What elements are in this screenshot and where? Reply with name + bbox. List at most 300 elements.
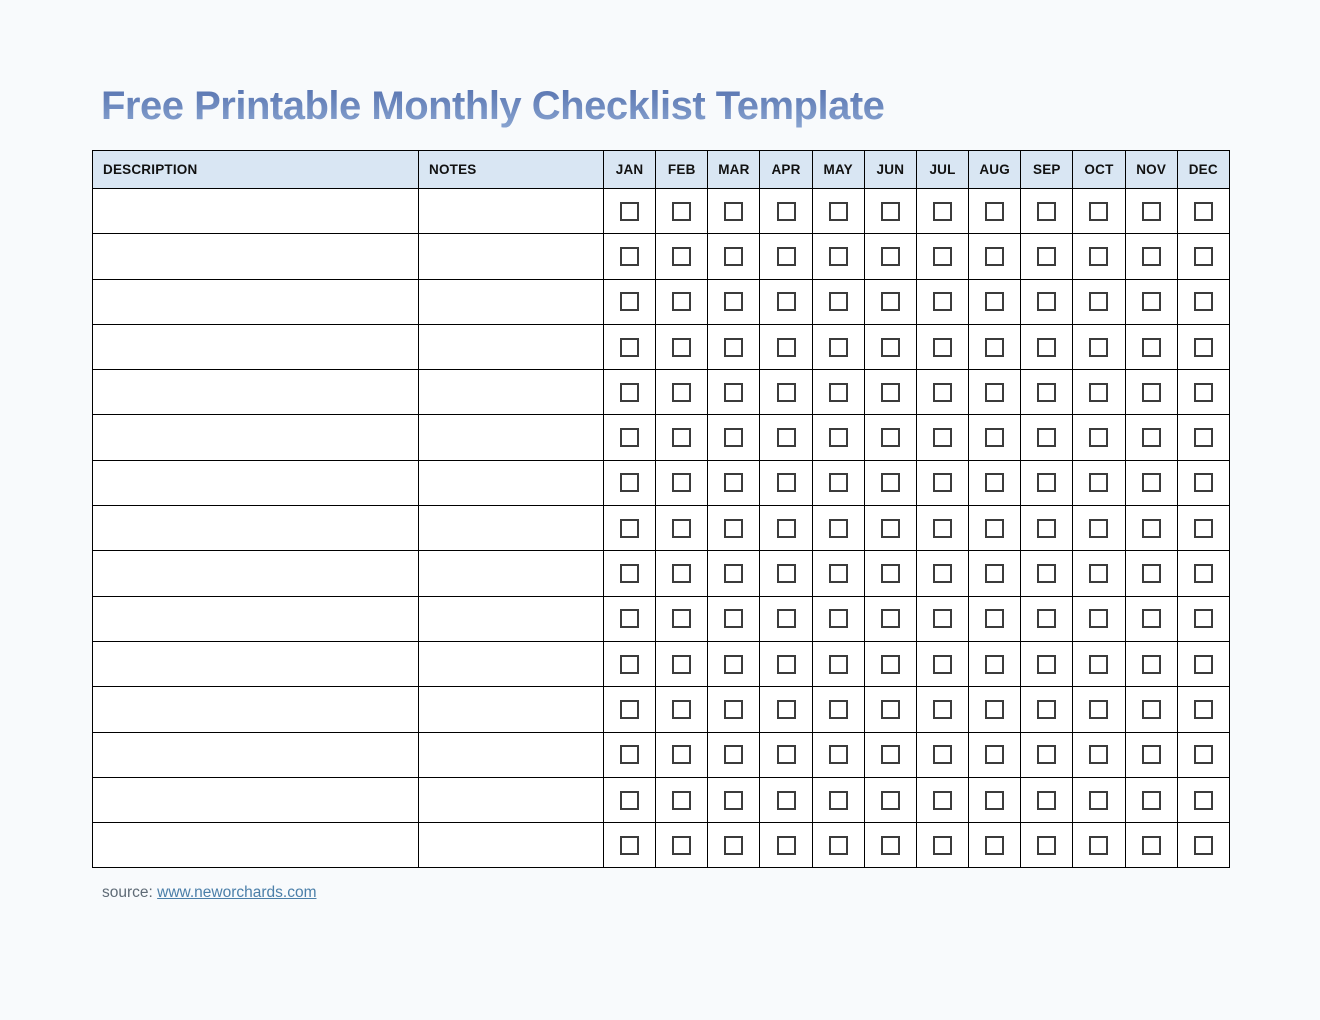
checkbox-jan[interactable] [620,564,639,583]
month-cell [656,370,708,415]
checkbox-aug[interactable] [985,383,1004,402]
notes-cell[interactable] [419,732,604,777]
month-cell [916,234,968,279]
checkbox-aug[interactable] [985,428,1004,447]
checkbox-nov[interactable] [1142,564,1161,583]
checkbox-nov[interactable] [1142,836,1161,855]
checkbox-nov[interactable] [1142,247,1161,266]
checkbox-apr[interactable] [777,428,796,447]
checkbox-jul[interactable] [933,473,952,492]
month-cell [656,596,708,641]
checkbox-jul[interactable] [933,564,952,583]
month-cell [708,279,760,324]
month-cell [1177,234,1229,279]
checkbox-mar[interactable] [724,292,743,311]
notes-cell[interactable] [419,279,604,324]
checkbox-aug[interactable] [985,202,1004,221]
month-cell [969,551,1021,596]
notes-cell[interactable] [419,551,604,596]
checkbox-jul[interactable] [933,791,952,810]
checkbox-nov[interactable] [1142,428,1161,447]
checkbox-jan[interactable] [620,383,639,402]
checkbox-dec[interactable] [1194,247,1213,266]
month-cell [604,687,656,732]
checkbox-dec[interactable] [1194,836,1213,855]
checkbox-jun[interactable] [881,202,900,221]
checkbox-jul[interactable] [933,836,952,855]
checkbox-mar[interactable] [724,609,743,628]
checkbox-jan[interactable] [620,700,639,719]
checkbox-apr[interactable] [777,609,796,628]
checkbox-jan[interactable] [620,202,639,221]
checkbox-jan[interactable] [620,655,639,674]
month-cell [1125,234,1177,279]
checkbox-feb[interactable] [672,383,691,402]
checklist-body [93,189,1230,868]
checkbox-mar[interactable] [724,700,743,719]
checkbox-mar[interactable] [724,247,743,266]
month-cell [1021,189,1073,234]
month-cell [864,234,916,279]
checkbox-may[interactable] [829,338,848,357]
month-cell [656,777,708,822]
page-title: Free Printable Monthly Checklist Template [101,84,885,128]
checkbox-jun[interactable] [881,519,900,538]
month-cell [1073,732,1125,777]
checkbox-sep[interactable] [1037,836,1056,855]
checkbox-may[interactable] [829,745,848,764]
month-cell [708,370,760,415]
checkbox-may[interactable] [829,383,848,402]
checkbox-jul[interactable] [933,247,952,266]
checkbox-apr[interactable] [777,247,796,266]
column-header-mar: MAR [708,151,760,189]
checkbox-sep[interactable] [1037,745,1056,764]
checkbox-may[interactable] [829,247,848,266]
checkbox-feb[interactable] [672,473,691,492]
checkbox-sep[interactable] [1037,383,1056,402]
checkbox-aug[interactable] [985,564,1004,583]
checkbox-jul[interactable] [933,745,952,764]
checkbox-jan[interactable] [620,338,639,357]
checkbox-sep[interactable] [1037,247,1056,266]
checkbox-oct[interactable] [1089,609,1108,628]
checkbox-feb[interactable] [672,836,691,855]
checkbox-feb[interactable] [672,519,691,538]
checkbox-sep[interactable] [1037,519,1056,538]
monthly-checklist-table [92,150,1230,868]
checkbox-apr[interactable] [777,383,796,402]
description-cell[interactable] [93,234,419,279]
month-cell [916,324,968,369]
checkbox-oct[interactable] [1089,745,1108,764]
column-header-jun: JUN [864,151,916,189]
month-cell [812,506,864,551]
checkbox-feb[interactable] [672,338,691,357]
checkbox-jan[interactable] [620,247,639,266]
checkbox-jun[interactable] [881,473,900,492]
checkbox-dec[interactable] [1194,519,1213,538]
checkbox-jun[interactable] [881,745,900,764]
checkbox-nov[interactable] [1142,383,1161,402]
checkbox-feb[interactable] [672,202,691,221]
checkbox-may[interactable] [829,836,848,855]
checkbox-jan[interactable] [620,473,639,492]
checkbox-dec[interactable] [1194,745,1213,764]
month-cell [864,189,916,234]
checkbox-dec[interactable] [1194,292,1213,311]
checkbox-sep[interactable] [1037,700,1056,719]
checkbox-aug[interactable] [985,791,1004,810]
description-cell[interactable] [93,641,419,686]
checkbox-mar[interactable] [724,202,743,221]
checkbox-mar[interactable] [724,564,743,583]
checkbox-jun[interactable] [881,609,900,628]
checkbox-jun[interactable] [881,836,900,855]
checkbox-jun[interactable] [881,791,900,810]
checkbox-jul[interactable] [933,428,952,447]
checkbox-jun[interactable] [881,247,900,266]
checkbox-jul[interactable] [933,338,952,357]
checkbox-nov[interactable] [1142,473,1161,492]
column-header-description: DESCRIPTION [93,151,419,189]
checkbox-feb[interactable] [672,428,691,447]
notes-cell[interactable] [419,506,604,551]
checkbox-dec[interactable] [1194,428,1213,447]
month-cell [1125,370,1177,415]
checkbox-may[interactable] [829,519,848,538]
checkbox-may[interactable] [829,292,848,311]
checkbox-jun[interactable] [881,564,900,583]
checkbox-jan[interactable] [620,292,639,311]
checkbox-sep[interactable] [1037,791,1056,810]
checkbox-oct[interactable] [1089,473,1108,492]
checkbox-sep[interactable] [1037,428,1056,447]
checkbox-aug[interactable] [985,519,1004,538]
month-cell [1125,506,1177,551]
checkbox-nov[interactable] [1142,519,1161,538]
month-cell [864,279,916,324]
month-cell [1125,777,1177,822]
checkbox-mar[interactable] [724,428,743,447]
checkbox-feb[interactable] [672,745,691,764]
checkbox-nov[interactable] [1142,292,1161,311]
checkbox-feb[interactable] [672,564,691,583]
checkbox-apr[interactable] [777,836,796,855]
checkbox-apr[interactable] [777,745,796,764]
notes-cell[interactable] [419,324,604,369]
month-cell [1177,506,1229,551]
month-cell [656,641,708,686]
month-cell [1125,596,1177,641]
checkbox-may[interactable] [829,202,848,221]
month-cell [1177,596,1229,641]
checkbox-jan[interactable] [620,428,639,447]
month-cell [1073,324,1125,369]
checkbox-sep[interactable] [1037,564,1056,583]
checkbox-feb[interactable] [672,609,691,628]
checkbox-jun[interactable] [881,338,900,357]
checkbox-dec[interactable] [1194,338,1213,357]
month-cell [1177,551,1229,596]
month-cell [1073,189,1125,234]
month-cell [760,234,812,279]
month-cell [708,189,760,234]
checkbox-dec[interactable] [1194,700,1213,719]
checkbox-dec[interactable] [1194,791,1213,810]
month-cell [916,370,968,415]
checkbox-jun[interactable] [881,700,900,719]
month-cell [916,687,968,732]
checkbox-nov[interactable] [1142,202,1161,221]
month-cell [1073,506,1125,551]
checkbox-oct[interactable] [1089,700,1108,719]
checkbox-apr[interactable] [777,700,796,719]
checkbox-may[interactable] [829,700,848,719]
month-cell [1125,460,1177,505]
month-cell [708,687,760,732]
checkbox-jan[interactable] [620,519,639,538]
month-cell [864,324,916,369]
notes-cell[interactable] [419,823,604,868]
checkbox-jan[interactable] [620,609,639,628]
month-cell [708,324,760,369]
checkbox-oct[interactable] [1089,564,1108,583]
month-cell [1021,460,1073,505]
month-cell [1177,641,1229,686]
month-cell [969,460,1021,505]
month-cell [1177,823,1229,868]
month-cell [969,823,1021,868]
month-cell [604,596,656,641]
month-cell [864,732,916,777]
checkbox-may[interactable] [829,655,848,674]
checkbox-oct[interactable] [1089,292,1108,311]
checkbox-aug[interactable] [985,745,1004,764]
checkbox-jul[interactable] [933,202,952,221]
checkbox-dec[interactable] [1194,202,1213,221]
checkbox-oct[interactable] [1089,791,1108,810]
checkbox-sep[interactable] [1037,655,1056,674]
checkbox-mar[interactable] [724,519,743,538]
month-cell [656,279,708,324]
month-cell [864,596,916,641]
notes-cell[interactable] [419,596,604,641]
checkbox-mar[interactable] [724,655,743,674]
checkbox-sep[interactable] [1037,202,1056,221]
month-cell [604,732,656,777]
checkbox-jan[interactable] [620,745,639,764]
checkbox-oct[interactable] [1089,202,1108,221]
description-cell[interactable] [93,777,419,822]
month-cell [1073,234,1125,279]
table-row [93,279,1230,324]
month-cell [708,732,760,777]
month-cell [604,324,656,369]
description-cell[interactable] [93,732,419,777]
month-cell [1177,687,1229,732]
month-cell [1073,777,1125,822]
checkbox-oct[interactable] [1089,836,1108,855]
month-cell [969,641,1021,686]
checkbox-jul[interactable] [933,609,952,628]
checkbox-jul[interactable] [933,655,952,674]
checkbox-oct[interactable] [1089,519,1108,538]
checkbox-dec[interactable] [1194,473,1213,492]
checkbox-jul[interactable] [933,383,952,402]
checkbox-sep[interactable] [1037,292,1056,311]
month-cell [1073,641,1125,686]
checkbox-mar[interactable] [724,791,743,810]
checkbox-may[interactable] [829,473,848,492]
month-cell [812,823,864,868]
description-cell[interactable] [93,596,419,641]
checkbox-oct[interactable] [1089,247,1108,266]
description-cell[interactable] [93,506,419,551]
notes-cell[interactable] [419,460,604,505]
checkbox-dec[interactable] [1194,655,1213,674]
notes-cell[interactable] [419,641,604,686]
checkbox-aug[interactable] [985,292,1004,311]
checkbox-dec[interactable] [1194,609,1213,628]
checkbox-nov[interactable] [1142,338,1161,357]
month-cell [1021,324,1073,369]
month-cell [604,234,656,279]
checkbox-aug[interactable] [985,247,1004,266]
table-row [93,823,1230,868]
description-cell[interactable] [93,460,419,505]
checkbox-aug[interactable] [985,609,1004,628]
checkbox-may[interactable] [829,564,848,583]
checkbox-mar[interactable] [724,383,743,402]
checkbox-oct[interactable] [1089,428,1108,447]
checkbox-aug[interactable] [985,655,1004,674]
checkbox-sep[interactable] [1037,609,1056,628]
month-cell [656,551,708,596]
checkbox-nov[interactable] [1142,609,1161,628]
checkbox-apr[interactable] [777,338,796,357]
checkbox-jun[interactable] [881,383,900,402]
checkbox-aug[interactable] [985,700,1004,719]
checkbox-jan[interactable] [620,836,639,855]
checkbox-apr[interactable] [777,292,796,311]
checkbox-apr[interactable] [777,655,796,674]
checkbox-may[interactable] [829,428,848,447]
month-cell [656,324,708,369]
checkbox-may[interactable] [829,791,848,810]
checkbox-aug[interactable] [985,836,1004,855]
description-cell[interactable] [93,370,419,415]
checkbox-feb[interactable] [672,791,691,810]
table-row [93,415,1230,460]
month-cell [604,823,656,868]
checkbox-mar[interactable] [724,338,743,357]
description-cell[interactable] [93,551,419,596]
month-cell [1177,324,1229,369]
month-cell [916,732,968,777]
description-cell[interactable] [93,415,419,460]
month-cell [969,596,1021,641]
month-cell [1073,823,1125,868]
checkbox-feb[interactable] [672,247,691,266]
month-cell [656,732,708,777]
checkbox-apr[interactable] [777,791,796,810]
checkbox-mar[interactable] [724,745,743,764]
header-row [93,151,1230,189]
notes-cell[interactable] [419,415,604,460]
month-cell [1177,279,1229,324]
checkbox-jul[interactable] [933,292,952,311]
month-cell [760,279,812,324]
month-cell [760,777,812,822]
checkbox-nov[interactable] [1142,700,1161,719]
month-cell [969,777,1021,822]
checkbox-oct[interactable] [1089,338,1108,357]
notes-cell[interactable] [419,777,604,822]
checkbox-feb[interactable] [672,700,691,719]
month-cell [916,641,968,686]
month-cell [604,370,656,415]
notes-cell[interactable] [419,687,604,732]
checkbox-aug[interactable] [985,473,1004,492]
checkbox-jul[interactable] [933,519,952,538]
description-cell[interactable] [93,279,419,324]
description-cell[interactable] [93,823,419,868]
table-row [93,234,1230,279]
checkbox-apr[interactable] [777,473,796,492]
checkbox-jul[interactable] [933,700,952,719]
column-header-jan: JAN [604,151,656,189]
month-cell [969,279,1021,324]
description-cell[interactable] [93,687,419,732]
month-cell [1073,596,1125,641]
checkbox-jan[interactable] [620,791,639,810]
checkbox-aug[interactable] [985,338,1004,357]
checkbox-oct[interactable] [1089,655,1108,674]
table-row [93,189,1230,234]
checkbox-apr[interactable] [777,519,796,538]
checkbox-nov[interactable] [1142,745,1161,764]
checkbox-jun[interactable] [881,428,900,447]
checkbox-nov[interactable] [1142,791,1161,810]
checkbox-oct[interactable] [1089,383,1108,402]
checkbox-dec[interactable] [1194,564,1213,583]
checkbox-apr[interactable] [777,564,796,583]
checkbox-may[interactable] [829,609,848,628]
checkbox-jun[interactable] [881,292,900,311]
notes-cell[interactable] [419,370,604,415]
source-link[interactable]: www.neworchards.com [157,884,317,901]
checkbox-jun[interactable] [881,655,900,674]
month-cell [604,551,656,596]
checkbox-mar[interactable] [724,836,743,855]
checkbox-apr[interactable] [777,202,796,221]
description-cell[interactable] [93,189,419,234]
column-header-dec: DEC [1177,151,1229,189]
month-cell [916,415,968,460]
checkbox-mar[interactable] [724,473,743,492]
checkbox-sep[interactable] [1037,473,1056,492]
checkbox-dec[interactable] [1194,383,1213,402]
description-cell[interactable] [93,324,419,369]
month-cell [1177,460,1229,505]
notes-cell[interactable] [419,234,604,279]
notes-cell[interactable] [419,189,604,234]
checkbox-sep[interactable] [1037,338,1056,357]
checkbox-nov[interactable] [1142,655,1161,674]
checkbox-feb[interactable] [672,655,691,674]
checkbox-feb[interactable] [672,292,691,311]
